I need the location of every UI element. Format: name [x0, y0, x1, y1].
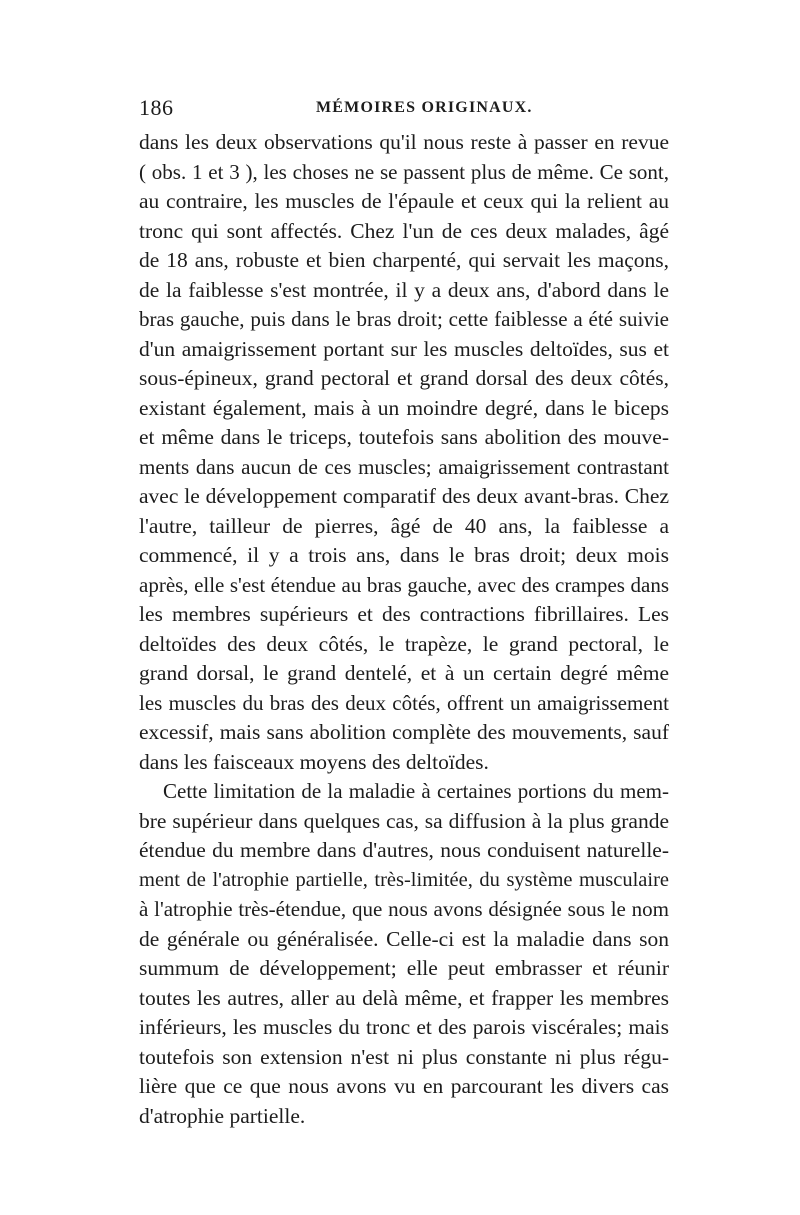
text-line: à l'atrophie très-étendue, que nous avons désignée sous le nom	[139, 897, 669, 921]
text-line: inférieurs, les muscles du tronc et des parois viscérales; mais	[139, 1015, 669, 1039]
paragraph-2	[139, 777, 669, 1131]
text-line: sous-épineux, grand pectoral et grand dorsal des deux côtés,	[139, 366, 669, 390]
text-line: Cette limitation de la maladie à certaines portions du mem-	[163, 779, 669, 803]
text-line: summum de développement; elle peut embrasser et réunir	[139, 956, 669, 980]
text-line: dans les deux observations qu'il nous reste à passer en revue	[139, 130, 669, 154]
page-number: 186	[139, 95, 174, 120]
text-line: les muscles du bras des deux côtés, offrent un amaigrissement	[139, 690, 669, 715]
text-line: de générale ou généralisée. Celle-ci est la maladie dans son	[139, 926, 669, 951]
body-text	[139, 128, 669, 1131]
text-line: les membres supérieurs et des contractions fibrillaires. Les	[139, 602, 669, 626]
text-line: et même dans le triceps, toutefois sans abolition des mouve-	[139, 425, 669, 449]
text-line: grand dorsal, le grand dentelé, et à un certain degré même	[139, 661, 669, 685]
paragraph-1	[139, 128, 669, 777]
text-line: ( obs. 1 et 3 ), les choses ne se passent plus de même. Ce sont,	[139, 159, 669, 184]
text-line: deltoïdes des deux côtés, le trapèze, le grand pectoral, le	[139, 631, 669, 656]
text-line: commencé, il y a trois ans, dans le bras droit; deux mois	[139, 543, 669, 567]
text-line: dans les faisceaux moyens des deltoïdes.	[139, 749, 489, 774]
running-title: MÉMOIRES ORIGINAUX.	[316, 99, 533, 116]
text-line: ment de l'atrophie partielle, très-limitée, du système musculaire	[139, 868, 669, 891]
running-head	[139, 95, 669, 125]
text-line: de la faiblesse s'est montrée, il y a deux ans, d'abord dans le	[139, 277, 669, 302]
text-line: existant également, mais à un moindre degré, dans le biceps	[139, 395, 669, 420]
text-line: avec le développement comparatif des deux avant-bras. Chez	[139, 484, 669, 508]
text-line: bre supérieur dans quelques cas, sa diffusion à la plus grande	[139, 808, 669, 833]
text-line: ments dans aucun de ces muscles; amaigrissement contrastant	[139, 454, 669, 479]
text-line: lière que ce que nous avons vu en parcourant les divers cas	[139, 1074, 669, 1098]
text-line: d'atrophie partielle.	[139, 1103, 306, 1128]
text-line: toutes les autres, aller au delà même, et frapper les membres	[139, 985, 669, 1010]
text-line: excessif, mais sans abolition complète des mouvements, sauf	[139, 720, 669, 744]
text-line: après, elle s'est étendue au bras gauche, avec des crampes dans	[139, 572, 669, 597]
text-line: l'autre, tailleur de pierres, âgé de 40 ans, la faiblesse a	[139, 513, 669, 538]
text-line: étendue du membre dans d'autres, nous conduisent naturelle-	[139, 838, 669, 862]
text-line: toutefois son extension n'est ni plus constante ni plus régu-	[139, 1044, 669, 1069]
text-line: tronc qui sont affectés. Chez l'un de ces deux malades, âgé	[139, 218, 669, 243]
text-line: au contraire, les muscles de l'épaule et ceux qui la relient au	[139, 189, 669, 213]
text-line: d'un amaigrissement portant sur les muscles deltoïdes, sus et	[139, 336, 669, 361]
text-line: bras gauche, puis dans le bras droit; cette faiblesse a été suivie	[139, 307, 669, 331]
text-line: de 18 ans, robuste et bien charpenté, qui servait les maçons,	[139, 248, 669, 272]
